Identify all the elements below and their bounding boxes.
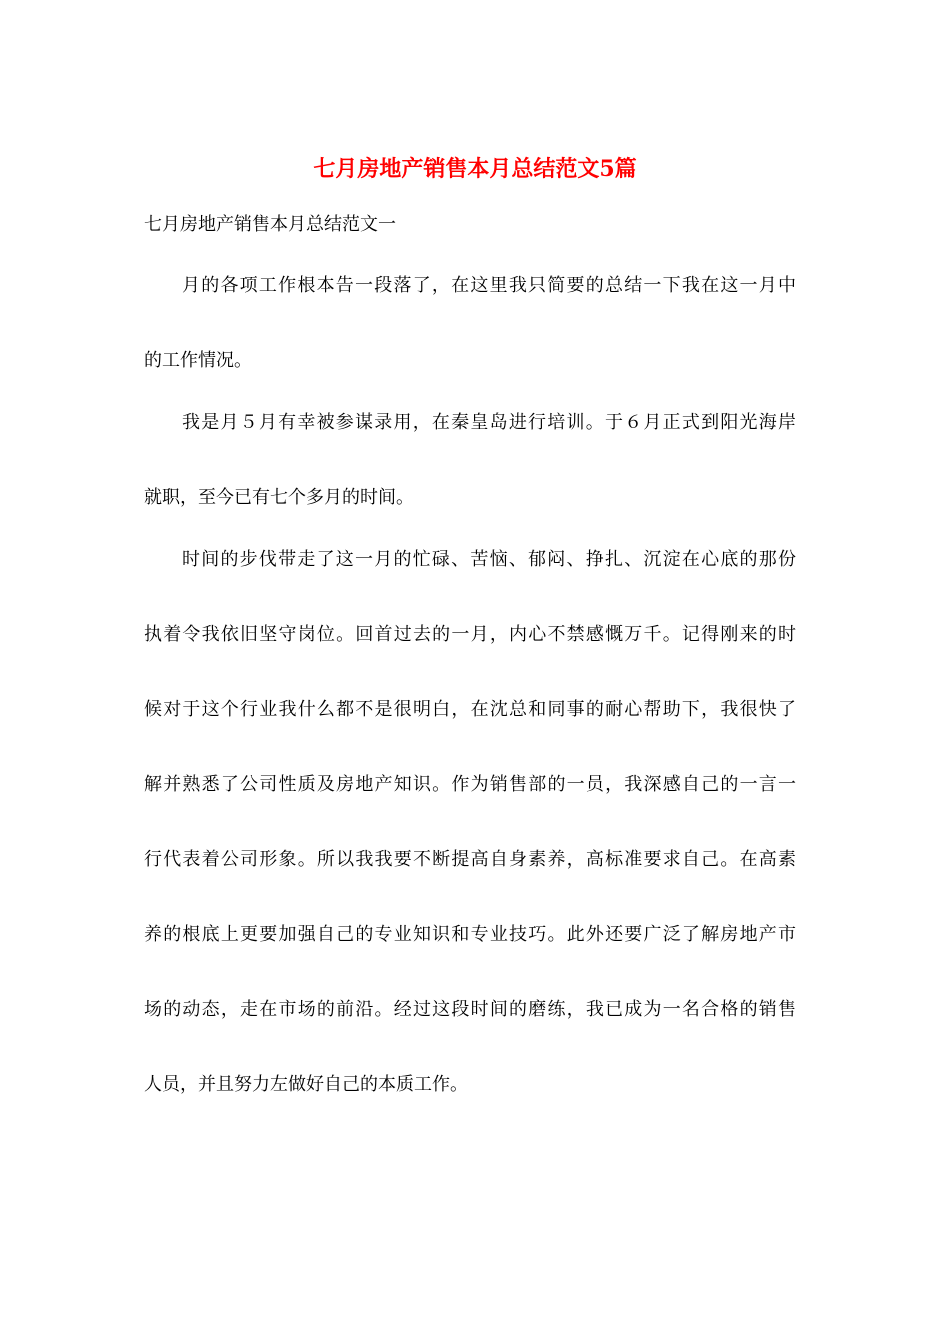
paragraph-3-line-6: 养的根底上更要加强自己的专业知识和专业技巧。此外还要广泛了解房地产市 <box>144 924 796 945</box>
paragraph-2-line-2: 就职，至今已有七个多月的时间。 <box>144 487 414 508</box>
paragraph-3-line-8: 人员，并且努力左做好自己的本质工作。 <box>144 1074 468 1095</box>
paragraph-3-line-5: 行代表着公司形象。所以我我要不断提高自身素养，高标准要求自己。在高素 <box>144 849 796 870</box>
paragraph-3-line-4: 解并熟悉了公司性质及房地产知识。作为销售部的一员，我深感自己的一言一 <box>144 774 796 795</box>
paragraph-3-line-2: 执着令我依旧坚守岗位。回首过去的一月，内心不禁感慨万千。记得刚来的时 <box>144 624 796 645</box>
paragraph-3-line-3: 候对于这个行业我什么都不是很明白，在沈总和同事的耐心帮助下，我很快了 <box>144 699 796 720</box>
paragraph-3-line-7: 场的动态，走在市场的前沿。经过这段时间的磨练，我已成为一名合格的销售 <box>144 999 796 1020</box>
paragraph-1-line-1: 月的各项工作根本告一段落了，在这里我只简要的总结一下我在这一月中 <box>182 275 796 296</box>
paragraph-1-line-2: 的工作情况。 <box>144 350 252 371</box>
paragraph-2-line-1: 我是月５月有幸被参谋录用，在秦皇岛进行培训。于６月正式到阳光海岸 <box>182 412 796 433</box>
document-title: 七月房地产销售本月总结范文5篇 <box>313 156 637 182</box>
paragraph-3-line-1: 时间的步伐带走了这一月的忙碌、苦恼、郁闷、挣扎、沉淀在心底的那份 <box>182 549 796 570</box>
section-heading: 七月房地产销售本月总结范文一 <box>144 214 396 235</box>
